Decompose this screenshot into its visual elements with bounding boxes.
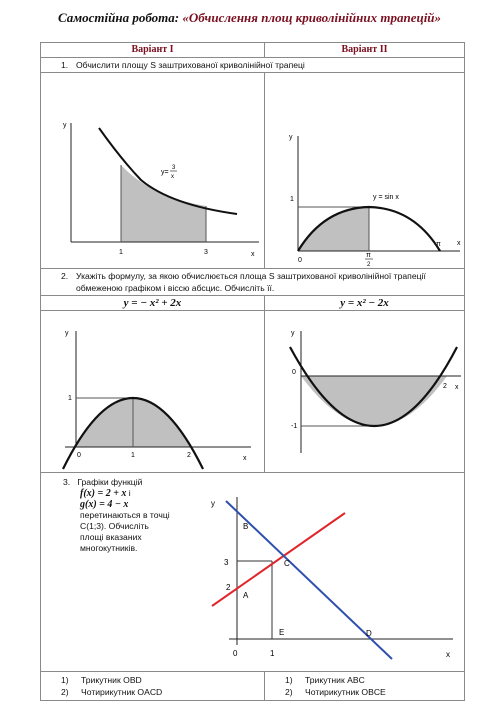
graph-4-tick-2: 2: [443, 383, 447, 390]
graph-5-x-label: x: [446, 650, 450, 659]
variant-2-answers: [265, 672, 465, 701]
graph-5-line-f: [212, 513, 345, 606]
task-3-and: і: [126, 488, 131, 498]
task-3-cell: [41, 473, 465, 672]
graph-5-origin: 0: [233, 649, 238, 658]
variant-1-answers: [41, 672, 265, 701]
graph-5-point-C: C: [284, 559, 290, 568]
graph-3-tick-y1: 1: [68, 395, 72, 402]
graph-1-function-denominator: x: [171, 174, 174, 180]
variant-2-header: Варіант ІІ: [265, 43, 465, 58]
graph-3-y-label: y: [65, 330, 69, 337]
graph-1-shaded-area: [121, 165, 206, 242]
graph-1-y-label: y: [63, 122, 67, 129]
answers-row: [41, 672, 465, 701]
variant-1-answer-2: 2) Чотирикутник OACD: [61, 687, 163, 697]
variant-2-formula: y = x² − 2x: [265, 296, 465, 311]
task-3-function-g: g(x) = 4 − x: [80, 499, 129, 510]
graph-5-tick-y2: 2: [226, 583, 231, 592]
task-1-graphs-row: [41, 73, 465, 269]
graph-4-x-label: x: [455, 384, 459, 391]
graph-4-origin: 0: [292, 369, 296, 376]
graph-3-origin: 0: [77, 452, 81, 459]
graph-4: [265, 311, 465, 467]
graph-2: [265, 73, 465, 268]
task-2-row: [41, 269, 465, 296]
graph-4-y-label: y: [291, 330, 295, 337]
task-3-rest-3: многокутників.: [80, 543, 138, 553]
task-2-text: [41, 269, 465, 296]
graph-2-tick-pi-half-den: 2: [367, 262, 371, 268]
graph-3-cell: [41, 311, 265, 473]
variant-2-answer-1: 1) Трикутник ABC: [285, 675, 365, 685]
graph-2-origin: 0: [298, 257, 302, 264]
worksheet-table: [40, 42, 465, 701]
variant-1-formula: y = − x² + 2x: [41, 296, 265, 311]
task-3-row: [41, 473, 465, 672]
graph-2-tick-y1: 1: [290, 196, 294, 203]
task-3-rest-1: C(1;3). Обчисліть: [80, 521, 149, 531]
graph-1-tick-1: 1: [119, 249, 123, 256]
graph-3-tick-2: 2: [187, 452, 191, 459]
graph-2-shaded-area: [298, 207, 369, 251]
graph-4-cell: [265, 311, 465, 473]
task-1-number: 1.: [61, 60, 69, 70]
task-1-statement: Обчислити площу S заштрихованої криволінійної трапеці: [76, 60, 305, 70]
graph-2-function-label: y = sin x: [373, 194, 399, 201]
task-3-number: 3.: [63, 477, 71, 487]
title-topic: «Обчислення площ криволінійних трапецій»: [182, 10, 442, 25]
graph-3: [41, 311, 265, 467]
graph-2-x-label: x: [457, 240, 461, 247]
task-3-function-f: f(x) = 2 + x: [80, 488, 127, 499]
variant-1-answer-1: 1) Трикутник OBD: [61, 675, 142, 685]
graph-5-tick-1: 1: [270, 649, 275, 658]
task-2-statement: Укажіть формулу, за якою обчислюється площа S заштрихованої криволінійної трапеції обмеженою графіком і віссю абсцис. Обчисліть її.: [76, 271, 426, 293]
task-3-line1: Графіки функцій: [77, 477, 143, 487]
graph-1: [41, 73, 265, 263]
worksheet-title: [0, 10, 499, 26]
graph-5-y-label: y: [211, 499, 215, 508]
graph-2-cell: [265, 73, 465, 269]
graph-2-tick-pi: π: [436, 241, 441, 248]
graph-1-function-prefix: y=: [161, 169, 169, 176]
graph-4-shaded-area: [301, 376, 447, 426]
graph-3-x-label: x: [243, 455, 247, 462]
graph-5-point-B: B: [243, 522, 249, 531]
graph-5: [41, 473, 465, 671]
task-2-number: 2.: [61, 271, 69, 281]
task-1-row: [41, 58, 465, 73]
variant-1-header: Варіант І: [41, 43, 265, 58]
graph-5-point-D: D: [366, 629, 372, 638]
graph-4-tick-ym1: -1: [291, 423, 298, 430]
task-2-formula-row: [41, 296, 465, 311]
graph-3-tick-1: 1: [131, 452, 135, 459]
graph-5-tick-y3: 3: [224, 558, 229, 567]
graph-5-point-A: A: [243, 591, 249, 600]
title-prefix: Самостійна робота:: [57, 10, 183, 25]
graph-2-y-label: y: [289, 134, 293, 141]
variant-2-answer-2: 2) Чотирикутник OBCE: [285, 687, 386, 697]
graph-1-function-numerator: 3: [172, 165, 176, 171]
variant-header-row: [41, 43, 465, 58]
task-2-graphs-row: [41, 311, 465, 473]
task-3-rest-0: перетинаються в точці: [80, 510, 170, 520]
task-1-text: [41, 58, 465, 73]
graph-1-x-label: x: [251, 251, 255, 258]
graph-5-point-E: E: [279, 628, 285, 637]
graph-2-tick-pi-half-num: π: [366, 252, 371, 259]
task-3-rest-2: площі вказаних: [80, 532, 142, 542]
graph-1-tick-3: 3: [204, 249, 208, 256]
graph-1-cell: [41, 73, 265, 269]
